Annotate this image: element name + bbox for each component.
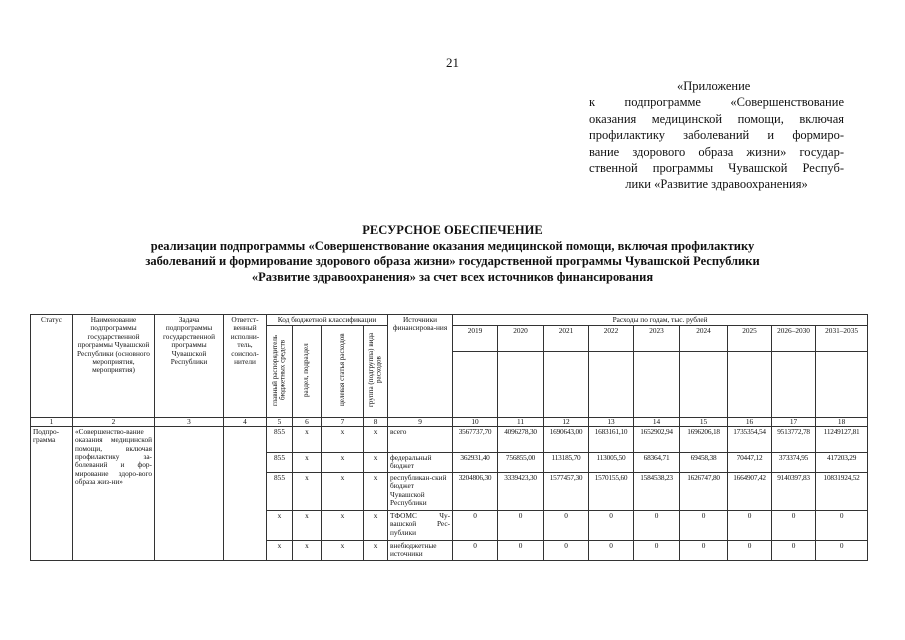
grbs-cell: 855 [267, 426, 293, 452]
header-year: 2019 [453, 326, 498, 351]
value-cell: 1577457,30 [544, 472, 589, 510]
appendix-line: «Приложение [677, 79, 751, 93]
column-number: 8 [364, 417, 388, 426]
value-cell: 0 [728, 540, 772, 560]
value-cell: 362931,40 [453, 452, 498, 472]
group-cell: x [364, 510, 388, 540]
target-cell: x [322, 472, 364, 510]
value-cell: 1664907,42 [728, 472, 772, 510]
header-year: 2023 [634, 326, 680, 351]
header-year: 2020 [498, 326, 544, 351]
value-cell: 68364,71 [634, 452, 680, 472]
source-cell: внебюджетные источники [388, 540, 453, 560]
value-cell: 0 [772, 540, 816, 560]
header-status: Статус [31, 315, 73, 418]
group-cell: x [364, 472, 388, 510]
header-year-spacer [589, 351, 634, 417]
column-number: 4 [224, 417, 267, 426]
column-number: 7 [322, 417, 364, 426]
header-year: 2026–2030 [772, 326, 816, 351]
executor-cell [224, 426, 267, 560]
appendix-line: к подпрограмме «Совершенствование [589, 95, 844, 110]
header-year: 2021 [544, 326, 589, 351]
header-year-spacer [816, 351, 868, 417]
header-name: Наименование подпрограммы государственной программы Чувашской Республики (основного мероприятия, мероприятия) [73, 315, 155, 418]
value-cell: 113185,70 [544, 452, 589, 472]
header-year: 2031–2035 [816, 326, 868, 351]
value-cell: 113005,50 [589, 452, 634, 472]
value-cell: 0 [498, 540, 544, 560]
column-number: 17 [772, 417, 816, 426]
header-year-spacer [498, 351, 544, 417]
value-cell: 3567737,70 [453, 426, 498, 452]
header-year: 2022 [589, 326, 634, 351]
column-number: 15 [680, 417, 728, 426]
grbs-cell: x [267, 510, 293, 540]
target-cell: x [322, 540, 364, 560]
header-year-spacer [728, 351, 772, 417]
value-cell: 70447,12 [728, 452, 772, 472]
title-line: заболеваний и формирование здорового образа жизни» государственной программы Чувашской Республики [145, 254, 760, 269]
value-cell: 0 [772, 510, 816, 540]
section-cell: x [293, 510, 322, 540]
header-executor: Ответст-венный исполни-тель, соиспол-нители [224, 315, 267, 418]
appendix-line: ственной программы Чувашской Респуб- [589, 161, 844, 176]
value-cell: 0 [680, 540, 728, 560]
column-number: 3 [155, 417, 224, 426]
target-cell: x [322, 426, 364, 452]
column-number: 2 [73, 417, 155, 426]
target-cell: x [322, 452, 364, 472]
appendix-note [589, 78, 844, 193]
column-number: 16 [728, 417, 772, 426]
value-cell: 0 [589, 540, 634, 560]
value-cell: 1690643,00 [544, 426, 589, 452]
header-target: целевая статья расходов [322, 326, 364, 417]
value-cell: 1584538,23 [634, 472, 680, 510]
value-cell: 0 [816, 540, 868, 560]
title-line: реализации подпрограммы «Совершенствование оказания медицинской помощи, включая профилактику [150, 238, 755, 253]
value-cell: 0 [544, 540, 589, 560]
value-cell: 756855,00 [498, 452, 544, 472]
table-row [31, 426, 868, 452]
value-cell: 3339423,30 [498, 472, 544, 510]
page-number: 21 [446, 55, 459, 70]
header-year-spacer [680, 351, 728, 417]
value-cell: 0 [634, 510, 680, 540]
header-year: 2025 [728, 326, 772, 351]
target-cell: x [322, 510, 364, 540]
appendix-line: вание здорового образа жизни» государ- [589, 144, 844, 159]
group-cell: x [364, 452, 388, 472]
section-cell: x [293, 452, 322, 472]
value-cell: 69458,38 [680, 452, 728, 472]
header-task: Задача подпрограммы государственной программы Чувашской Республики [155, 315, 224, 418]
column-number: 1 [31, 417, 73, 426]
program-name-cell: «Совершенство-вание оказания медицинской помощи, включая профилактику за-болеваний и фор-мирование здоро-вого образа жиз-ни» [73, 426, 155, 560]
status-cell: Подпро-грамма [31, 426, 73, 560]
header-budget-code: Код бюджетной классификации [267, 315, 388, 326]
section-cell: x [293, 426, 322, 452]
grbs-cell: x [267, 540, 293, 560]
grbs-cell: 855 [267, 472, 293, 510]
value-cell: 417203,29 [816, 452, 868, 472]
value-cell: 1696206,18 [680, 426, 728, 452]
header-grbs: главный распорядитель бюджетных средств [267, 326, 293, 417]
column-number: 10 [453, 417, 498, 426]
value-cell: 0 [680, 510, 728, 540]
appendix-line: лики «Развитие здравоохранения» [625, 177, 808, 192]
column-number: 5 [267, 417, 293, 426]
value-cell: 9513772,78 [772, 426, 816, 452]
column-number: 11 [498, 417, 544, 426]
task-cell [155, 426, 224, 560]
group-cell: x [364, 426, 388, 452]
value-cell: 0 [728, 510, 772, 540]
value-cell: 0 [544, 510, 589, 540]
value-cell: 4096278,30 [498, 426, 544, 452]
value-cell: 0 [498, 510, 544, 540]
header-expenses: Расходы по годам, тыс. рублей [453, 315, 868, 326]
column-number-row [31, 417, 868, 426]
value-cell: 10831924,52 [816, 472, 868, 510]
header-year-spacer [453, 351, 498, 417]
value-cell: 0 [816, 510, 868, 540]
source-cell: федеральный бюджет [388, 452, 453, 472]
resource-table [30, 314, 868, 561]
value-cell: 0 [453, 510, 498, 540]
value-cell: 3204806,30 [453, 472, 498, 510]
column-number: 13 [589, 417, 634, 426]
header-year-spacer [544, 351, 589, 417]
section-cell: x [293, 540, 322, 560]
value-cell: 1735354,54 [728, 426, 772, 452]
column-number: 6 [293, 417, 322, 426]
value-cell: 0 [634, 540, 680, 560]
value-cell: 1626747,80 [680, 472, 728, 510]
document-title [60, 223, 845, 285]
source-cell: всего [388, 426, 453, 452]
section-cell: x [293, 472, 322, 510]
group-cell: x [364, 540, 388, 560]
column-number: 14 [634, 417, 680, 426]
source-cell: ТФОМС Чу-вашской Рес-публики [388, 510, 453, 540]
value-cell: 1683161,10 [589, 426, 634, 452]
header-year: 2024 [680, 326, 728, 351]
header-sources: Источники финансирова-ния [388, 315, 453, 418]
header-year-spacer [634, 351, 680, 417]
value-cell: 1652902,94 [634, 426, 680, 452]
source-cell: республикан-ский бюджет Чувашской Республики [388, 472, 453, 510]
title-line: РЕСУРСНОЕ ОБЕСПЕЧЕНИЕ [362, 223, 543, 237]
grbs-cell: 855 [267, 452, 293, 472]
header-group: группа (подгруппа) вида расходов [364, 326, 388, 417]
column-number: 9 [388, 417, 453, 426]
value-cell: 11249127,81 [816, 426, 868, 452]
value-cell: 0 [453, 540, 498, 560]
header-section: раздел, подраздел [293, 326, 322, 417]
appendix-line: профилактику заболеваний и формиро- [589, 128, 844, 143]
appendix-line: оказания медицинской помощи, включая [589, 111, 844, 126]
value-cell: 9140397,83 [772, 472, 816, 510]
column-number: 18 [816, 417, 868, 426]
value-cell: 373374,95 [772, 452, 816, 472]
column-number: 12 [544, 417, 589, 426]
value-cell: 0 [589, 510, 634, 540]
header-year-spacer [772, 351, 816, 417]
title-line: «Развитие здравоохранения» за счет всех источников финансирования [251, 269, 654, 284]
value-cell: 1570155,60 [589, 472, 634, 510]
